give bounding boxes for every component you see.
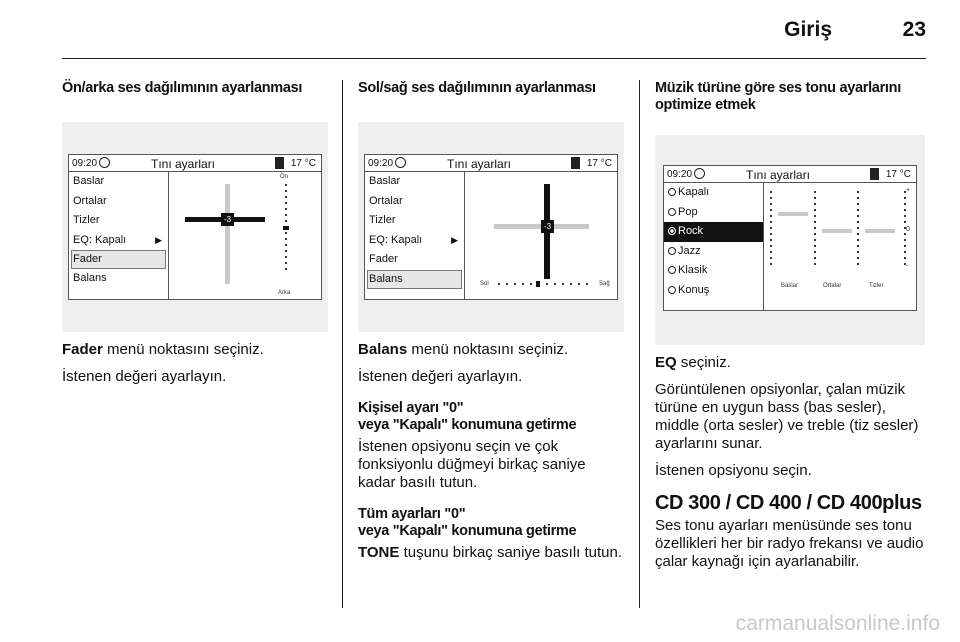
- menu-item-eq[interactable]: [365, 231, 464, 251]
- eq-screen: [663, 165, 917, 311]
- menu-item-eq-label: EQ: Kapalı: [369, 233, 423, 246]
- menu-item-eq-label: EQ: Kapalı: [73, 233, 127, 246]
- menu-item-fader[interactable]: Fader: [71, 250, 166, 269]
- tone-menu: [69, 172, 169, 299]
- screen-title: Tını ayarları: [151, 157, 216, 171]
- balance-value: -3: [543, 222, 552, 231]
- subheading-reset-single-line1: Kişisel ayarı "0": [358, 400, 464, 416]
- eq-option-label: Rock: [678, 225, 704, 237]
- eq-option-jazz[interactable]: [664, 242, 763, 262]
- subheading-reset-all-line2: veya "Kapalı" konumuna getirme: [358, 523, 577, 539]
- menu-item-bass[interactable]: Baslar: [369, 175, 401, 187]
- subheading-reset-all: [358, 506, 624, 540]
- balance-right-label: Sağ: [599, 281, 610, 287]
- column-fader: [62, 80, 328, 386]
- eq-zero-label: 0: [906, 226, 910, 233]
- eq-option-label: Kapalı: [678, 186, 710, 198]
- balance-instruction-text: menü noktasını seçiniz.: [407, 341, 569, 358]
- clock-icon: [99, 157, 110, 168]
- fader-screenshot: [62, 122, 328, 332]
- screen-title: Tını ayarları: [746, 168, 811, 182]
- menu-item-balance[interactable]: Balans: [73, 272, 107, 284]
- tone-keyword: TONE: [358, 544, 400, 561]
- watermark: carmanualsonline.info: [735, 612, 940, 635]
- balance-screen: [364, 154, 618, 300]
- column-divider-1: [342, 80, 343, 608]
- radio-icon: [668, 188, 676, 196]
- fader-diagram: [170, 172, 323, 300]
- cd-models-heading: CD 300 / CD 400 / CD 400plus: [655, 492, 922, 514]
- section-heading-balance: Sol/sağ ses dağılımının ayarlanması: [358, 80, 596, 96]
- temperature: 17 °C: [290, 158, 316, 169]
- balance-visual: [466, 172, 617, 299]
- section-heading-eq: Müzik türüne göre ses tonu ayarlarını optimize etmek: [655, 80, 901, 113]
- eq-option-off[interactable]: [664, 183, 763, 203]
- column-divider-2: [639, 80, 640, 608]
- fader-adjust-text: İstenen değeri ayarlayın.: [62, 368, 227, 385]
- thermometer-icon: [275, 157, 284, 169]
- arrow-right-icon: ▶: [155, 234, 162, 245]
- menu-item-fader[interactable]: Fader: [369, 253, 398, 265]
- fader-keyword: Fader: [62, 341, 103, 358]
- subheading-reset-single-line2: veya "Kapalı" konumuna getirme: [358, 417, 577, 433]
- subheading-reset-single: [358, 400, 624, 434]
- balance-left-label: Sol: [480, 281, 489, 287]
- cd-models-text: Ses tonu ayarları menüsünde ses tonu özellikleri her bir radyo frekansı ve audio çalar kaynağı için ayarlanabilir.: [655, 517, 924, 570]
- eq-option-label: Konuş: [678, 283, 710, 296]
- eq-option-classic[interactable]: [664, 261, 763, 281]
- eq-diagram: [765, 183, 918, 311]
- column-eq: [655, 80, 925, 571]
- menu-item-treble[interactable]: Tizler: [369, 214, 396, 226]
- clock-icon: [694, 168, 705, 179]
- reset-single-text: İstenen opsiyonu seçin ve çok fonksiyonlu düğmeyi birkaç saniye kadar basılı tutun.: [358, 438, 586, 491]
- clock-icon: [395, 157, 406, 168]
- fader-rear-label: Arka: [278, 290, 291, 296]
- clock-time: 09:20: [368, 158, 394, 169]
- menu-item-middle[interactable]: Ortalar: [369, 194, 403, 207]
- fader-value: -3: [223, 215, 232, 224]
- page-header-title: Giriş: [784, 18, 832, 41]
- temperature: 17 °C: [885, 169, 911, 180]
- thermometer-icon: [571, 157, 580, 169]
- fader-visual: [170, 172, 321, 299]
- eq-option-label: Pop: [678, 205, 698, 218]
- clock-time: 09:20: [667, 169, 693, 180]
- balance-adjust-text: İstenen değeri ayarlayın.: [358, 368, 523, 385]
- status-bar: [365, 155, 617, 172]
- subheading-reset-all-line1: Tüm ayarları "0": [358, 506, 466, 522]
- menu-item-treble[interactable]: Tizler: [73, 214, 100, 226]
- status-bar: [69, 155, 321, 172]
- eq-option-label: Jazz: [678, 244, 701, 257]
- eq-keyword: EQ: [655, 354, 677, 371]
- radio-selected-icon: [668, 227, 676, 235]
- eq-band-middle: Ortalar: [823, 283, 842, 289]
- eq-instruction-text: seçiniz.: [676, 354, 731, 371]
- eq-option-rock[interactable]: [664, 222, 763, 242]
- menu-item-middle[interactable]: Ortalar: [73, 194, 107, 207]
- status-bar: [664, 166, 916, 183]
- tone-menu: [365, 172, 465, 299]
- balance-instruction: [358, 341, 624, 359]
- section-heading-fader: Ön/arka ses dağılımının ayarlanması: [62, 80, 303, 96]
- fader-front-label: Ön: [280, 174, 289, 180]
- radio-icon: [668, 208, 676, 216]
- fader-instruction-text: menü noktasını seçiniz.: [102, 341, 264, 358]
- thermometer-icon: [870, 168, 879, 180]
- clock-time: 09:20: [72, 158, 98, 169]
- arrow-right-icon: ▶: [451, 234, 458, 245]
- screen-title: Tını ayarları: [447, 157, 512, 171]
- eq-visual: [765, 183, 916, 310]
- menu-item-bass[interactable]: Baslar: [73, 175, 105, 187]
- balance-diagram: [466, 172, 619, 300]
- page-number: 23: [902, 18, 926, 41]
- eq-screenshot: [655, 135, 925, 345]
- radio-icon: [668, 286, 676, 294]
- reset-all-text: [358, 544, 624, 562]
- eq-plus-label: +: [906, 187, 911, 194]
- reset-all-instruction: tuşunu birkaç saniye basılı tutun.: [399, 544, 623, 561]
- eq-instruction: [655, 354, 925, 372]
- fader-instruction: [62, 341, 328, 359]
- eq-option-pop[interactable]: [664, 203, 763, 223]
- menu-item-eq[interactable]: [69, 231, 168, 251]
- balance-keyword: Balans: [358, 341, 408, 358]
- eq-minus-label: -: [906, 263, 909, 270]
- temperature: 17 °C: [586, 158, 612, 169]
- fader-screen: [68, 154, 322, 300]
- eq-menu: [664, 183, 764, 310]
- eq-description: Görüntülenen opsiyonlar, çalan müzik türüne en uygun bass (bas sesler), middle (orta sesler) ve treble (tiz sesler) ayarlarını sunar.: [655, 381, 919, 452]
- eq-band-treble: Tizler: [869, 283, 884, 289]
- eq-select-text: İstenen opsiyonu seçin.: [655, 462, 812, 479]
- eq-band-bass: Baslar: [781, 283, 799, 289]
- menu-item-balance[interactable]: Balans: [367, 270, 462, 289]
- eq-option-label: Klasik: [678, 264, 708, 276]
- balance-screenshot: [358, 122, 624, 332]
- eq-option-speech[interactable]: [664, 281, 763, 301]
- header-rule: [62, 58, 926, 59]
- column-balance: [358, 80, 624, 562]
- radio-icon: [668, 266, 676, 274]
- radio-icon: [668, 247, 676, 255]
